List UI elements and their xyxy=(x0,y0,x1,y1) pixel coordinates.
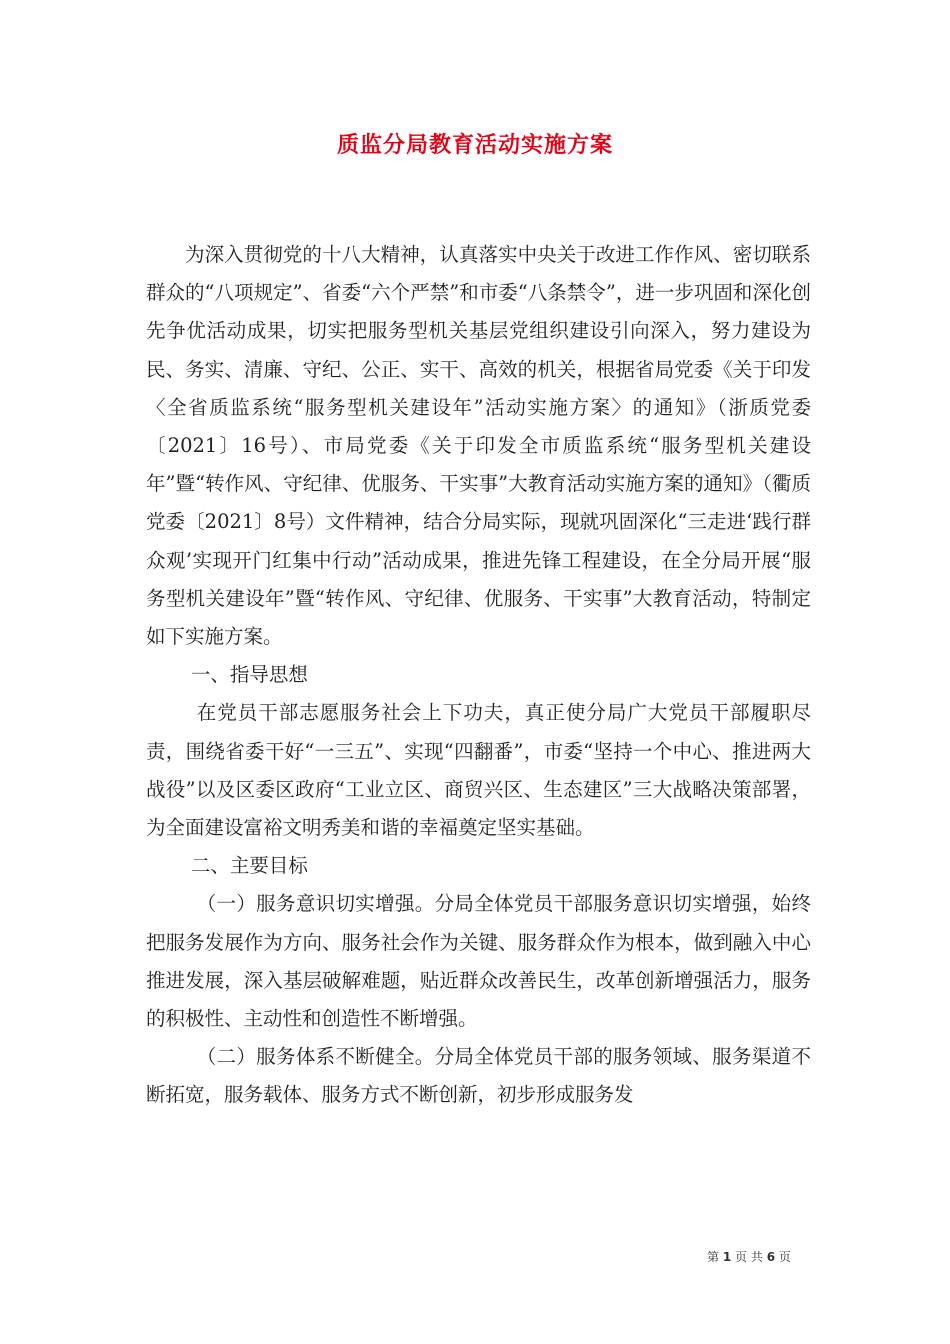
footer-suffix: 页 xyxy=(778,1250,791,1264)
goal-paragraph-1: （一）服务意识切实增强。分局全体党员干部服务意识切实增强，始终把服务发展作为方向、服务社会作为关键、服务群众作为根本，做到融入中心推进发展，深入基层破解难题，贴近群众改善民生，改革创新增强活力，服务的积极性、主动性和创造性不断增强。 xyxy=(146,892,811,1031)
footer-current-page: 1 xyxy=(722,1250,732,1264)
document-title: 质监分局教育活动实施方案 xyxy=(336,132,613,158)
page-number-footer xyxy=(707,1248,791,1265)
guiding-ideology-paragraph: 在党员干部志愿服务社会上下功夫，真正使分局广大党员干部履职尽责，围绕省委干好“一三五”、实现“四翻番”，市委“坚持一个中心、推进两大战役”以及区委区政府“工业立区、商贸兴区、生态建区”三大战略决策部署，为全面建设富裕文明秀美和谐的幸福奠定坚实基础。 xyxy=(146,701,811,840)
footer-middle: 页 共 xyxy=(735,1250,763,1264)
footer-total-pages: 6 xyxy=(766,1250,776,1264)
section-heading-main-goals: 二、主要目标 xyxy=(190,854,308,878)
goal-paragraph-2: （二）服务体系不断健全。分局全体党员干部的服务领域、服务渠道不断拓宽，服务载体、服务方式不断创新，初步形成服务发 xyxy=(146,1045,811,1107)
document-body xyxy=(146,236,811,1115)
footer-prefix: 第 xyxy=(707,1250,720,1264)
intro-paragraph: 为深入贯彻党的十八大精神，认真落实中央关于改进工作作风、密切联系群众的“八项规定”、省委“六个严禁”和市委“八条禁令”，进一步巩固和深化创先争优活动成果，切实把服务型机关基层党组织建设引向深入，努力建设为民、务实、清廉、守纪、公正、实干、高效的机关，根据省局党委《关于印发〈全省质监系统“服务型机关建设年”活动实施方案〉的通知》（浙质党委〔2021〕16号）、市局党委《关于印发全市质监系统“服务型机关建设年”暨“转作风、守纪律、优服务、干实事”大教育活动实施方案的通知》（衢质党委〔2021〕8号）文件精神，结合分局实际，现就巩固深化“三走进‘践行群众观’实现开门红集中行动”活动成果，推进先锋工程建设，在全分局开展“服务型机关建设年”暨“转作风、守纪律、优服务、干实事”大教育活动，特制定如下实施方案。 xyxy=(146,243,811,649)
section-heading-guiding-ideology: 一、指导思想 xyxy=(190,663,308,687)
